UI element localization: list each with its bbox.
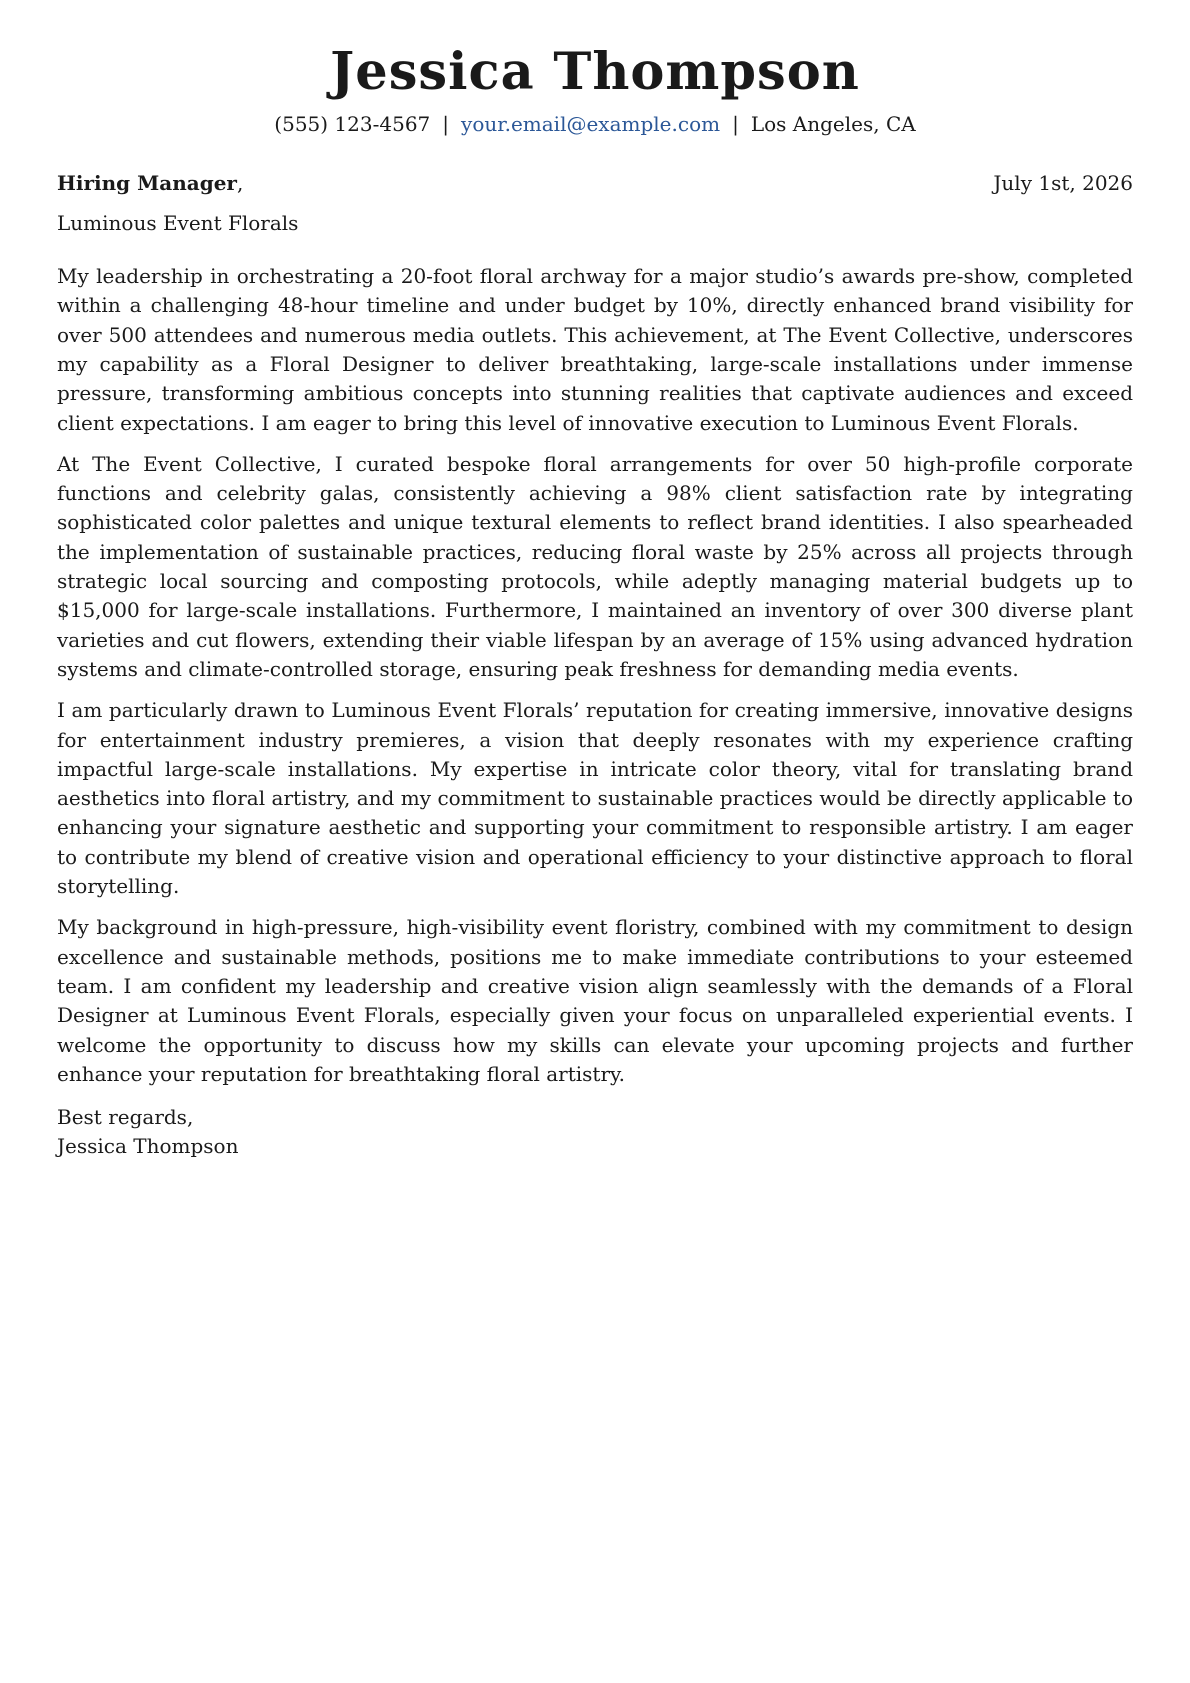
closing-salutation: Best regards, [57,1105,194,1130]
body-paragraph: I am particularly drawn to Luminous Event Florals’ reputation for creating immersive, innovative designs for entertainment industry premieres, a vision that deeply resonates with my experience crafting impactful large-scale installations. My expertise in intricate color theory, vital for translating brand aesthetics into floral artistry, and my commitment to sustainable practices would be directly applicable to enhancing your signature aesthetic and supporting your commitment to responsible artistry. I am eager to contribute my blend of creative vision and operational efficiency to your distinctive approach to floral storytelling. [57,698,1133,899]
recipient-line [57,170,243,196]
contact-separator: | [442,112,450,137]
recipient-title-suffix: , [236,171,244,196]
body-paragraph: My background in high-pressure, high-visibility event floristry, combined with my commitment to design excellence and sustainable methods, positions me to make immediate contributions to your esteemed team. I am confident my leadership and creative vision align seamlessly with the demands of a Floral Designer at Luminous Event Florals, especially given your focus on unparalleled experiential events. I welcome the opportunity to discuss how my skills can elevate your upcoming projects and further enhance your reputation for breathtaking floral artistry. [57,915,1133,1086]
email-link[interactable]: your.email@example.com [461,112,721,137]
signature-name: Jessica Thompson [57,1134,239,1159]
location: Los Angeles, CA [750,112,916,137]
letter-body [57,262,1133,1089]
cover-letter-page [57,44,1133,1161]
phone-number: (555) 123-4567 [274,112,431,137]
letter-date: July 1st, 2026 [993,171,1133,196]
contact-separator: | [732,112,739,137]
body-paragraph: My leadership in orchestrating a 20-foot floral archway for a major studio’s awards pre-show, completed within a challenging 48-hour timeline and under budget by 10%, directly enhanced brand visibility for over 500 attendees and numerous media outlets. This achievement, at The Event Collective, underscores my capability as a Floral Designer to deliver breathtaking, large-scale installations under immense pressure, transforming ambitious concepts into stunning realities that captivate audiences and exceed client expectations. I am eager to bring this level of innovative execution to Luminous Event Florals. [57,264,1133,435]
contact-line [57,112,1133,136]
recipient-company: Luminous Event Florals [57,211,299,236]
recipient-date-row [57,170,1133,196]
closing-block [57,1103,1133,1161]
recipient-title: Hiring Manager [57,171,237,196]
applicant-name: Jessica Thompson [330,42,860,102]
body-paragraph: At The Event Collective, I curated bespoke floral arrangements for over 50 high-profile corporate functions and celebrity galas, consistently achieving a 98% client satisfaction rate by integrating sophisticated color palettes and unique textural elements to reflect brand identities. I also spearheaded the implementation of sustainable practices, reducing floral waste by 25% across all projects through strategic local sourcing and composting protocols, while adeptly managing material budgets up to $15,000 for large-scale installations. Furthermore, I maintained an inventory of over 300 diverse plant varieties and cut flowers, extending their viable lifespan by an average of 15% using advanced hydration systems and climate-controlled storage, ensuring peak freshness for demanding media events. [57,451,1133,681]
